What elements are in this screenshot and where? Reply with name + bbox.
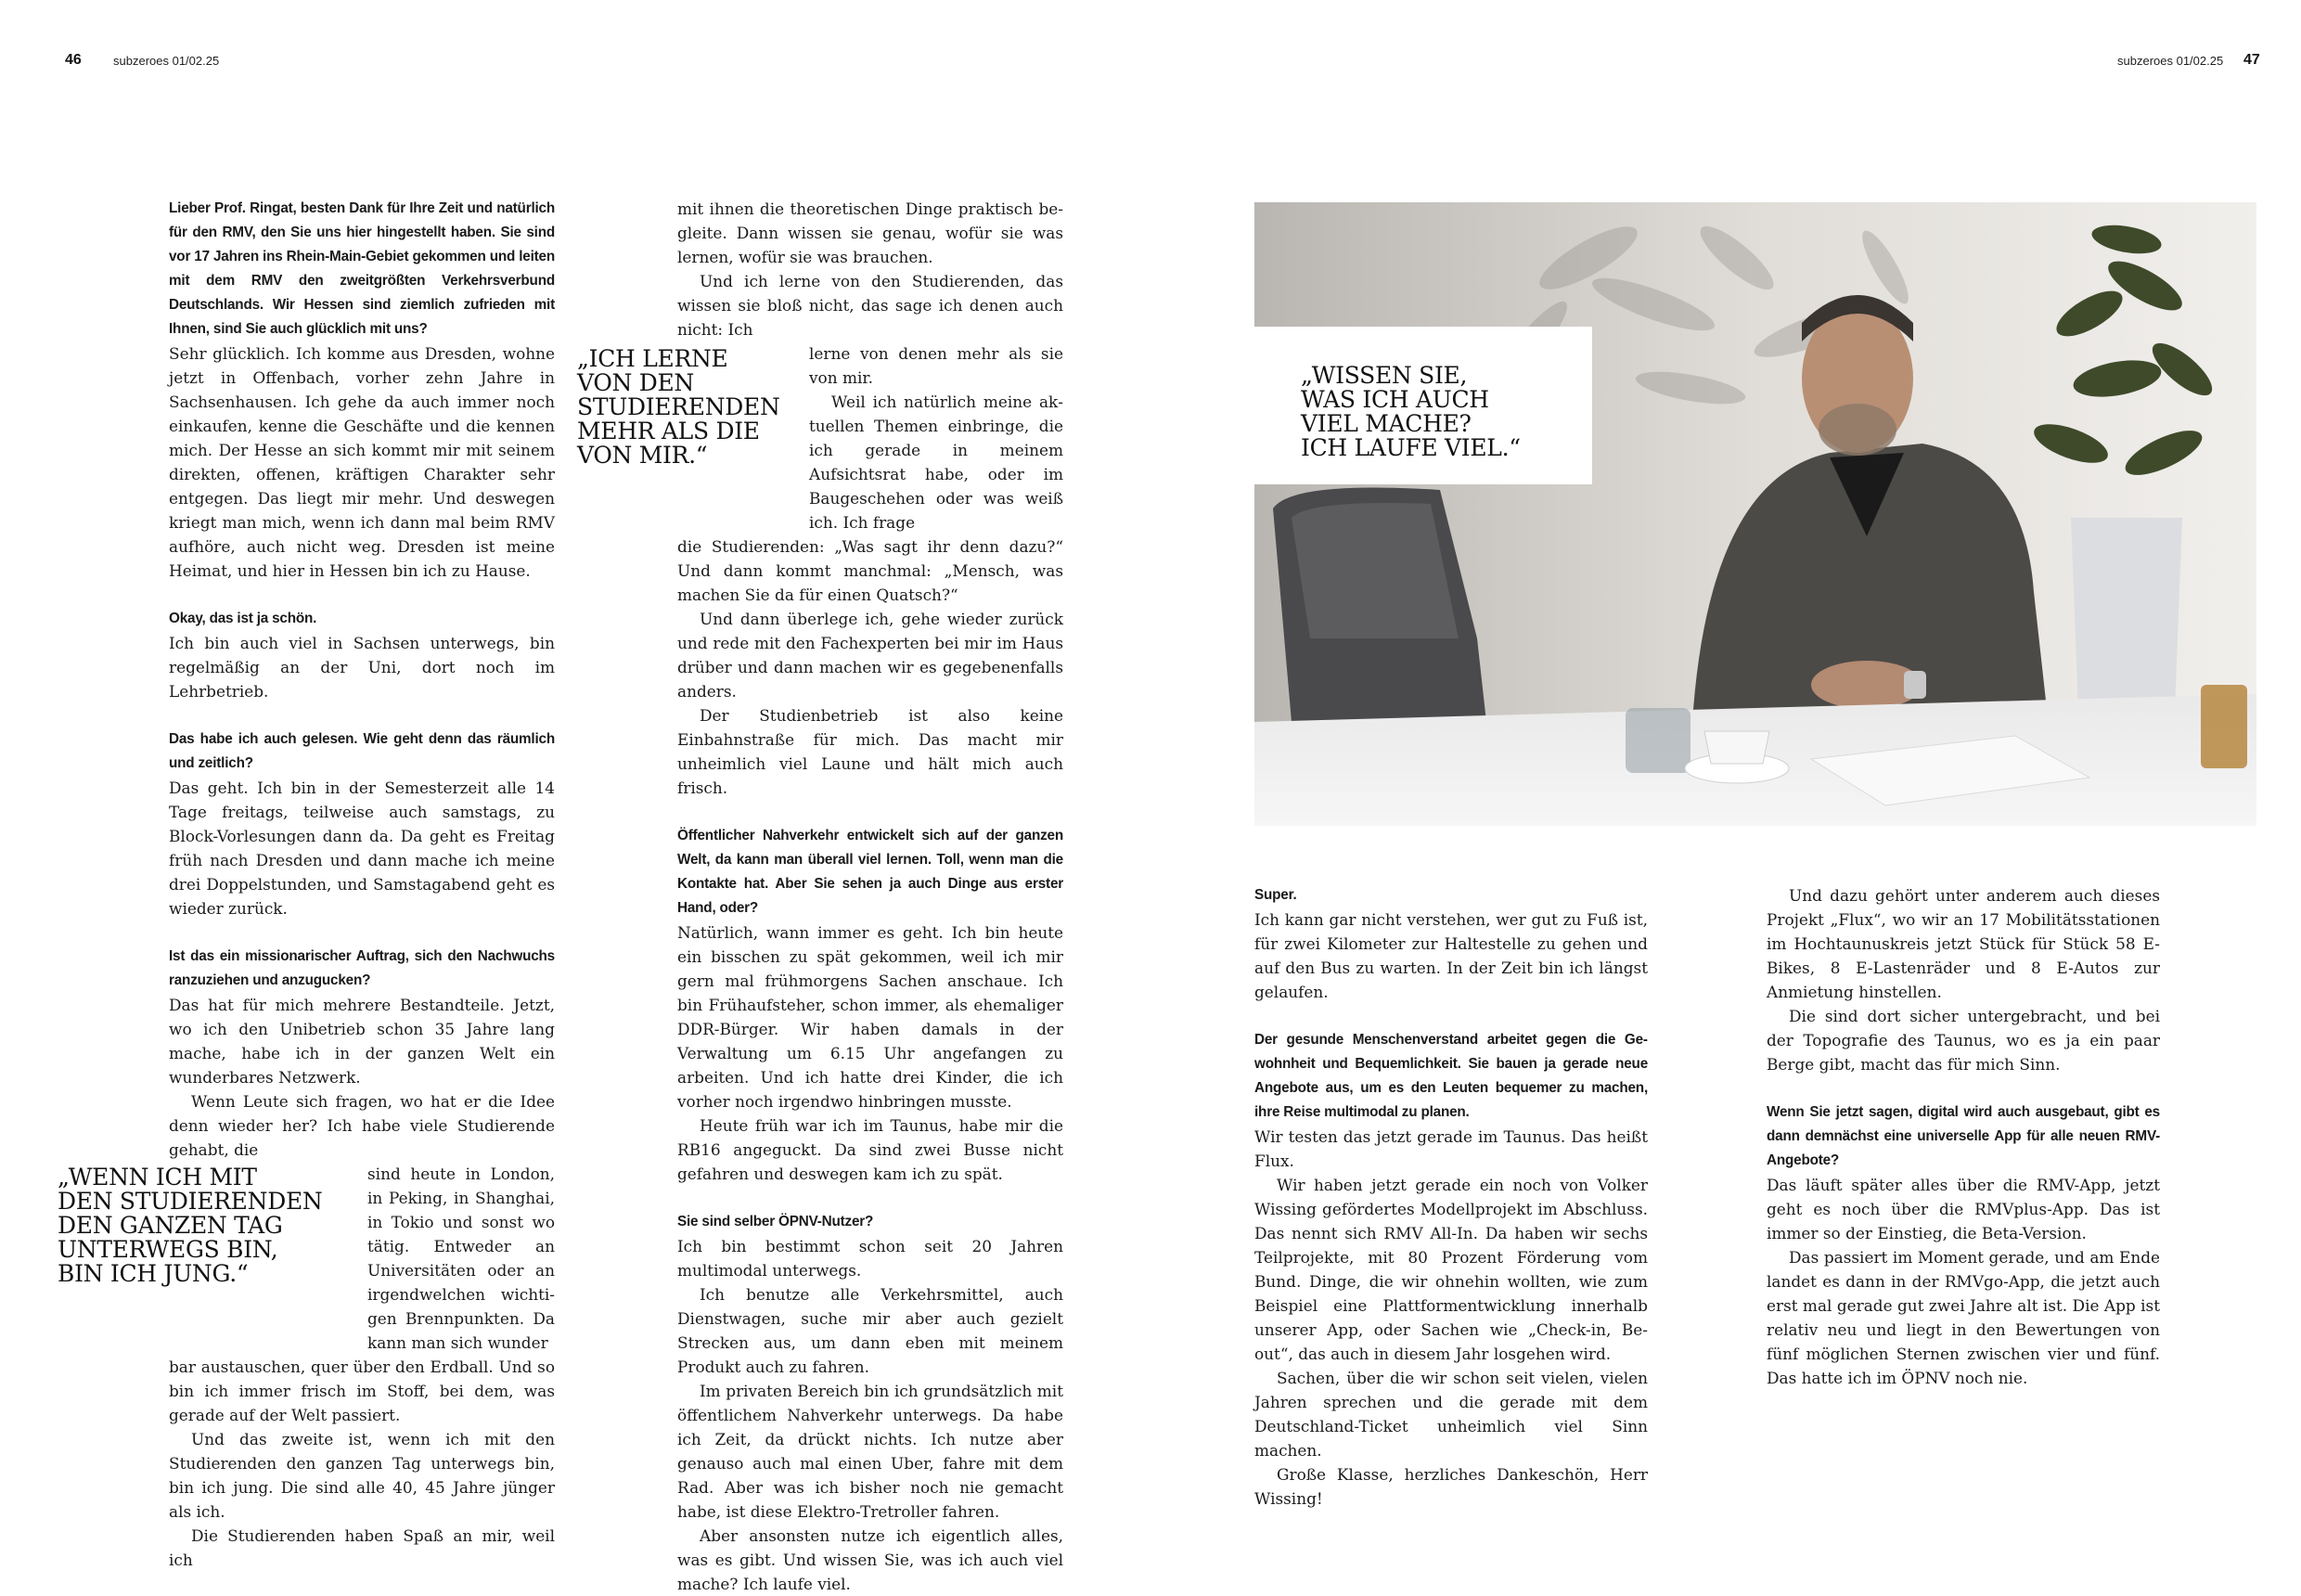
right-page-number: 47 [2243, 52, 2260, 68]
column-3 [1254, 883, 1648, 1511]
answer: Und ich lerne von den Studierenden, das wissen sie bloß nicht, das sage ich denen auch nicht: Ich [677, 272, 1063, 339]
answer: Das läuft später alles über die RMV-App, jetzt geht es noch über die RMVplus-App. Das ist immer so der Einstieg, die Beta-Version. [1767, 1176, 2160, 1242]
pull-quote-walk: „WISSEN SIE, WAS ICH AUCH VIEL MACHE? ICH LAUFE VIEL.“ [1301, 362, 1521, 461]
question: Das habe ich auch gelesen. Wie geht denn das räumlich und zeitlich? [169, 731, 555, 771]
pull-quote-learn: „ICH LERNE VON DEN STUDIERENDEN MEHR ALS DIE VON MIR.“ [577, 345, 780, 469]
answer: Das geht. Ich bin in der Semesterzeit alle 14 Tage freitags, teilweise auch samstags, zu Block-Vorlesungen dann da. Da geht es Freitag früh nach Dresden und dann mache ich meine drei Doppelstunden, und Samstagabend geht es wieder zurück. [169, 779, 555, 918]
answer: Und das zweite ist, wenn ich mit den Studierenden den ganzen Tag unterwegs bin, bin ich jung. Die sind alle 40, 45 Jahre jünger als ich. [169, 1430, 555, 1521]
photo-illustration [1254, 202, 2256, 826]
answer: Und dann überlege ich, gehe wieder zurück und rede mit den Fachexperten bei mir im Haus drüber und dann machen wir es gegebenenfalls anders. [677, 610, 1063, 701]
answer: Wir haben jetzt gerade ein noch von Volker Wissing gefördertes Modellprojekt im Abschluss. Das nennt sich RMV All-In. Da haben wir sechs Teilprojekte, mit 80 Prozent Förderung vom Bund. Dinge, die wir ohnehin wollten, wie zum Beispiel eine Plattformentwicklung innerhalb unserer App, oder Sachen wie „Check-in, Be-out“, das auch in diesem Jahr losgehen wird. [1254, 1176, 1648, 1363]
answer: Heute früh war ich im Taunus, habe mir die RB16 angeguckt. Da sind zwei Busse nicht gefahren und deswegen kam ich zu spät. [677, 1116, 1063, 1183]
answer: Im privaten Bereich bin ich grundsätzlich mit öffentlichem Nahverkehr unterwegs. Da habe ich Zeit, da drückt nichts. Ich nutze aber genauso auch mal einen Uber, fahre mit dem Rad. Aber was ich bisher noch nie gemacht habe, ist diese Elektro-Tretroller fahren. [677, 1382, 1063, 1521]
pull-quote-young: „WENN ICH MIT DEN STUDIERENDEN DEN GANZEN TAG UNTERWEGS BIN, BIN ICH JUNG.“ [58, 1164, 323, 1287]
answer: Sehr glücklich. Ich komme aus Dresden, wohne jetzt in Offenbach, vorher zehn Jahre in Sachsenhausen. Ich gehe da auch immer noch einkaufen, kenne die Geschäfte und die kennen mich. Der Hesse an sich kommt mir mit seinem direkten, offenen, kräftigen Charakter sehr entgegen. Das liegt mir mehr. Und deswegen kriegt man mich, wenn ich dann mal beim RMV aufhöre, auch nicht weg. Dresden ist meine Heimat, und hier in Hessen bin ich zu Hause. [169, 344, 555, 580]
answer: Und dazu gehört unter anderem auch dieses Projekt „Flux“, wo wir an 17 Mobilitätsstationen im Hochtaunuskreis jetzt Stück für Stück 58 E-Bikes, 8 E-Lastenräder und 8 E-Autos zur Anmietung hinstellen. [1767, 886, 2160, 1001]
answer: Sachen, über die wir schon seit vielen, vielen Jahren sprechen und die gerade mit dem Deutschland-Ticket unheimlich viel Sinn machen. [1254, 1369, 1648, 1460]
answer: Weil ich natürlich meine aktuellen Themen einbringe, die ich gerade in meinem Aufsichtsrat habe, oder im Baugeschehen oder was weiß ich. Ich frage [809, 393, 1063, 532]
portrait-photo [1254, 202, 2256, 826]
answer: Ich benutze alle Verkehrsmittel, auch Dienstwagen, suche mir aber auch gezielt Strecken aus, um dann eben mit meinem Produkt auch zu fahren. [677, 1285, 1063, 1376]
answer: Der Studienbetrieb ist also keine Einbahnstraße für mich. Das macht mir unheimlich viel Laune und hält mich auch frisch. [677, 706, 1063, 797]
question: Öffentlicher Nahverkehr entwickelt sich auf der ganzen Welt, da kann man überall viel lernen. Toll, wenn man die Kontakte hat. Aber Sie sehen ja auch Dinge aus erster Hand, oder? [677, 828, 1063, 916]
question: Sie sind selber ÖPNV-Nutzer? [677, 1214, 874, 1229]
question: Der gesunde Menschenverstand arbeitet gegen die Gewohnheit und Bequemlichkeit. Sie bauen ja gerade neue Angebote aus, um es den Leuten bequemer zu machen, ihre Reise multimodal zu planen. [1254, 1032, 1648, 1120]
question: Lieber Prof. Ringat, besten Dank für Ihre Zeit und natürlich für den RMV, den Sie uns hier hingestellt haben. Sie sind vor 17 Jahren ins Rhein-Main-Gebiet gekommen und leiten mit dem RMV den zweitgrößten Verkehrsverbund Deutschlands. Wir Hessen sind ziemlich zufrieden mit Ihnen, sind Sie auch glücklich mit uns? [169, 200, 555, 337]
right-magazine-issue: subzeroes 01/02.25 [2117, 54, 2224, 68]
question: Ist das ein missionarischer Auftrag, sich den Nachwuchs ranzuziehen und anzugucken? [169, 948, 555, 988]
answer: Das passiert im Moment gerade, und am Ende landet es dann in der RMVgo-App, die jetzt auch erst mal gerade gut zwei Jahre alt ist. Die App ist relativ neu und liegt in den Bewertungen von fünf möglichen Sternen zwischen vier und fünf. Das hatte ich im ÖPNV noch nie. [1767, 1248, 2160, 1387]
column-1 [169, 197, 555, 1572]
answer: Die sind dort sicher untergebracht, und bei der Topografie des Taunus, wo es ja ein paar Berge gibt, macht das für mich Sinn. [1767, 1007, 2160, 1074]
answer: Natürlich, wann immer es geht. Ich bin heute ein bisschen zu spät gekommen, weil ich mir gern mal frühmorgens Sachen anschaue. Ich bin Frühaufsteher, schon immer, als ehemaliger DDR-Bürger. Wir haben damals in der Verwaltung um 6.15 Uhr angefangen zu arbeiten. Und ich hatte drei Kinder, die ich vorher noch irgendwo hinbringen musste. [677, 923, 1063, 1111]
answer: mit ihnen die theoretischen Dinge praktisch begleite. Dann wissen sie genau, wofür sie was lernen, wofür sie was brauchen. [677, 200, 1063, 266]
answer: die Studierenden: „Was sagt ihr denn dazu?“ Und dann kommt manchmal: „Mensch, was machen Sie da für einen Quatsch?“ [677, 537, 1063, 604]
left-page-number: 46 [65, 52, 82, 68]
answer: Ich bin auch viel in Sachsen unterwegs, bin regelmäßig an der Uni, dort noch im Lehrbetrieb. [169, 634, 555, 701]
answer: Wenn Leute sich fragen, wo hat er die Idee denn wieder her? Ich habe viele Studierende gehabt, die [169, 1092, 555, 1159]
answer: bar austauschen, quer über den Erdball. Und so bin ich immer frisch im Stoff, bei dem, was gerade auf der Welt passiert. [169, 1358, 555, 1424]
answer: Ich kann gar nicht verstehen, wer gut zu Fuß ist, für zwei Kilometer zur Haltestelle zu gehen und auf den Bus zu warten. In der Zeit bin ich längst gelaufen. [1254, 910, 1648, 1001]
column-2 [677, 197, 1063, 1596]
answer: Das hat für mich mehrere Bestandteile. Jetzt, wo ich den Unibetrieb schon 35 Jahre lang mache, habe ich in der ganzen Welt ein wunderbares Netzwerk. [169, 996, 555, 1087]
answer: Aber ansonsten nutze ich eigentlich alles, was es gibt. Und wissen Sie, was ich auch viel mache? Ich laufe viel. [677, 1526, 1063, 1593]
left-magazine-issue: subzeroes 01/02.25 [113, 54, 220, 68]
question: Wenn Sie jetzt sagen, digital wird auch ausgebaut, gibt es dann demnächst eine universelle App für alle neuen RMV-Angebote? [1767, 1104, 2160, 1168]
question: Okay, das ist ja schön. [169, 611, 317, 626]
answer: lerne von denen mehr als sie von mir. [809, 344, 1063, 387]
answer: Die Studierenden haben Spaß an mir, weil ich [169, 1526, 555, 1569]
answer: sind heute in London, in Peking, in Shanghai, in Tokio und sonst wo tätig. Entweder an Universitäten oder an irgendwelchen wichtigen Brennpunkten. Da kann man sich wunder [367, 1165, 555, 1352]
question: Super. [1254, 887, 1297, 903]
answer: Ich bin bestimmt schon seit 20 Jahren multimodal unterwegs. [677, 1237, 1063, 1280]
column-4 [1767, 883, 2160, 1390]
answer: Wir testen das jetzt gerade im Taunus. Das heißt Flux. [1254, 1127, 1648, 1170]
answer: Große Klasse, herzliches Dankeschön, Herr Wissing! [1254, 1465, 1648, 1508]
